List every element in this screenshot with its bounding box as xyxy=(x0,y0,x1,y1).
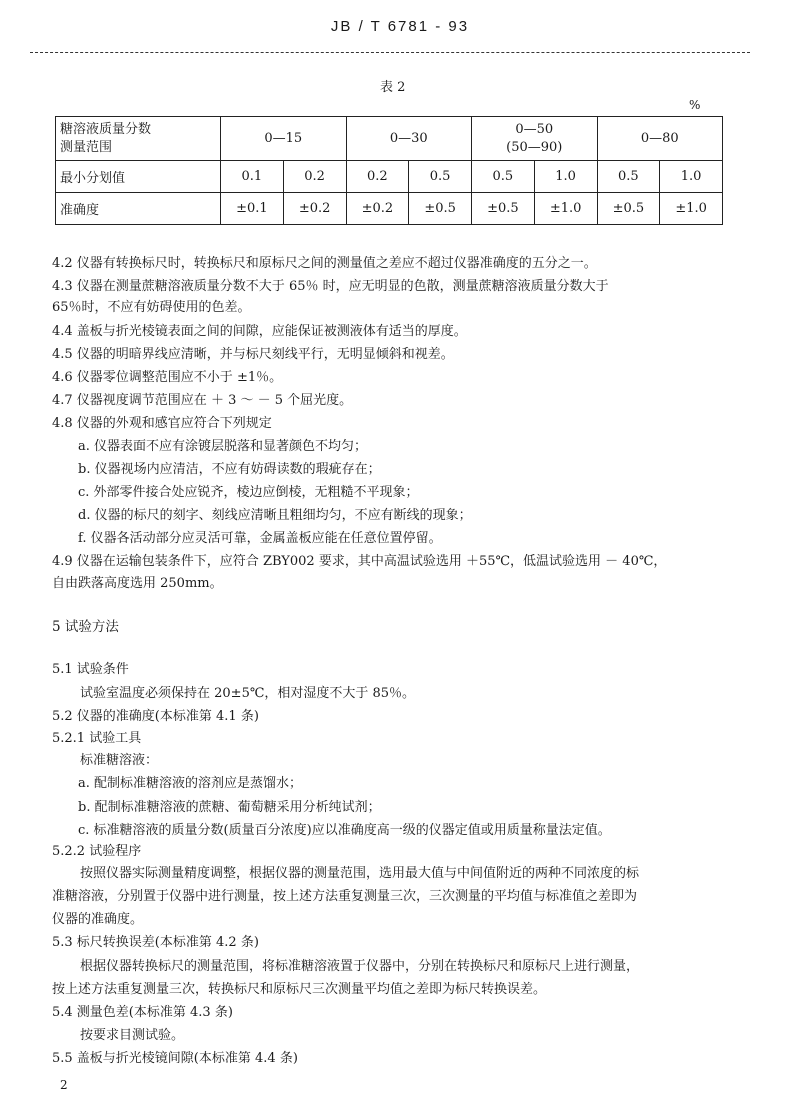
table-cell: ±0.2 xyxy=(283,193,346,225)
clause-5-2-1-text: 标准糖溶液： xyxy=(80,753,159,768)
clause-5-2-2-text-1: 按照仪器实际测量精度调整，根据仪器的测量范围，选用最大值与中间值附近的两种不同浓度的标 xyxy=(80,866,640,881)
table-row xyxy=(56,193,723,225)
table-cell: ±1.0 xyxy=(660,193,723,225)
clause-5-5: 5.5 盖板与折光棱镜间隙(本标准第 4.4 条) xyxy=(52,1051,298,1066)
clause-5-2-2-text-3: 仪器的准确度。 xyxy=(52,912,144,927)
clause-4-3: 4.3 仪器在测量蔗糖溶液质量分数不大于 65％ 时，应无明显的色散，测量蔗糖溶液质量分数大于 xyxy=(52,279,609,294)
clause-4-6: 4.6 仪器零位调整范围应不小于 ±1％。 xyxy=(52,370,283,385)
clause-4-2: 4.2 仪器有转换标尺时，转换标尺和原标尺之间的测量值之差应不超过仪器准确度的五分之一。 xyxy=(52,256,597,271)
header-divider xyxy=(30,52,750,53)
table-cell: ±0.1 xyxy=(221,193,284,225)
row-header-range: 糖溶液质量分数 测量范围 xyxy=(56,117,221,161)
clause-5-3-text-1: 根据仪器转换标尺的测量范围，将标准糖溶液置于仪器中，分别在转换标尺和原标尺上进行测量， xyxy=(80,959,640,974)
table-cell: ±0.2 xyxy=(346,193,409,225)
table-cell: ±0.5 xyxy=(409,193,472,225)
clause-4-7: 4.7 仪器视度调节范围应在 ＋ 3 ～ － 5 个屈光度。 xyxy=(52,393,353,408)
table-cell: 1.0 xyxy=(660,161,723,193)
table-cell: ±0.5 xyxy=(597,193,660,225)
clause-4-9-cont: 自由跌落高度选用 250mm。 xyxy=(52,576,223,591)
clause-5-4-text: 按要求目测试验。 xyxy=(80,1028,185,1043)
table-unit: % xyxy=(689,98,701,112)
table-row xyxy=(56,161,723,193)
clause-4-8-d: d. 仪器的标尺的刻字、刻线应清晰且粗细均匀，不应有断线的现象； xyxy=(78,508,472,523)
clause-5-2-1-b: b. 配制标准糖溶液的蔗糖、葡萄糖采用分析纯试剂； xyxy=(78,800,381,815)
range-cell: 0—15 xyxy=(221,117,347,161)
clause-4-4: 4.4 盖板与折光棱镜表面之间的间隙，应能保证被测液体有适当的厚度。 xyxy=(52,324,467,339)
standard-code-header: JB / T 6781 - 93 xyxy=(330,18,470,35)
clause-4-8-b: b. 仪器视场内应清洁，不应有妨碍读数的瑕疵存在； xyxy=(78,462,381,477)
clause-5-3-text-2: 按上述方法重复测量三次，转换标尺和原标尺三次测量平均值之差即为标尺转换误差。 xyxy=(52,982,547,997)
table-cell: 0.2 xyxy=(283,161,346,193)
clause-4-8: 4.8 仪器的外观和感官应符合下列规定 xyxy=(52,416,272,431)
clause-5-4: 5.4 测量色差(本标准第 4.3 条) xyxy=(52,1005,233,1020)
table-cell: 1.0 xyxy=(534,161,597,193)
clause-5-2-1-c: c. 标准糖溶液的质量分数(质量百分浓度)应以准确度高一级的仪器定值或用质量称量法定值。 xyxy=(78,823,611,838)
clause-5-2-2: 5.2.2 试验程序 xyxy=(52,844,142,859)
clause-5-3: 5.3 标尺转换误差(本标准第 4.2 条) xyxy=(52,935,259,950)
clause-5-1: 5.1 试验条件 xyxy=(52,662,129,677)
page-number: 2 xyxy=(60,1078,68,1092)
table-cell: 0.2 xyxy=(346,161,409,193)
row-header-accuracy: 准确度 xyxy=(56,193,221,225)
clause-5-1-text: 试验室温度必须保持在 20±5℃，相对湿度不大于 85％。 xyxy=(80,686,416,701)
table-cell: 0.5 xyxy=(409,161,472,193)
clause-5-2: 5.2 仪器的准确度(本标准第 4.1 条) xyxy=(52,709,259,724)
table-cell: 0.5 xyxy=(472,161,535,193)
clause-5-2-1-a: a. 配制标准糖溶液的溶剂应是蒸馏水； xyxy=(78,776,303,791)
table-cell: ±0.5 xyxy=(472,193,535,225)
clause-5-2-1: 5.2.1 试验工具 xyxy=(52,731,142,746)
table-cell: ±1.0 xyxy=(534,193,597,225)
clause-4-9: 4.9 仪器在运输包装条件下，应符合 ZBY002 要求，其中高温试验选用 ＋55℃，低温试验选用 － 40℃， xyxy=(52,554,667,569)
table-cell: 0.5 xyxy=(597,161,660,193)
clause-5-2-2-text-2: 准糖溶液，分别置于仪器中进行测量，按上述方法重复测量三次，三次测量的平均值与标准值之差即为 xyxy=(52,889,638,904)
range-cell: 0—50 (50—90) xyxy=(472,117,598,161)
row-header-min-division: 最小分划值 xyxy=(56,161,221,193)
table-cell: 0.1 xyxy=(221,161,284,193)
spec-table xyxy=(55,116,723,225)
clause-4-8-c: c. 外部零件接合处应锐齐，棱边应倒棱，无粗糙不平现象； xyxy=(78,485,419,500)
table-caption: 表 2 xyxy=(380,80,406,95)
section-5-heading: 5 试验方法 xyxy=(52,619,119,635)
clause-4-5: 4.5 仪器的明暗界线应清晰，并与标尺刻线平行，无明显倾斜和视差。 xyxy=(52,347,454,362)
table-row xyxy=(56,117,723,161)
clause-4-8-f: f. 仪器各活动部分应灵活可靠，金属盖板应能在任意位置停留。 xyxy=(78,531,442,546)
range-cell: 0—80 xyxy=(597,117,723,161)
clause-4-3-cont: 65％时，不应有妨碍使用的色差。 xyxy=(52,300,251,315)
range-cell: 0—30 xyxy=(346,117,472,161)
clause-4-8-a: a. 仪器表面不应有涂镀层脱落和显著颜色不均匀； xyxy=(78,439,368,454)
